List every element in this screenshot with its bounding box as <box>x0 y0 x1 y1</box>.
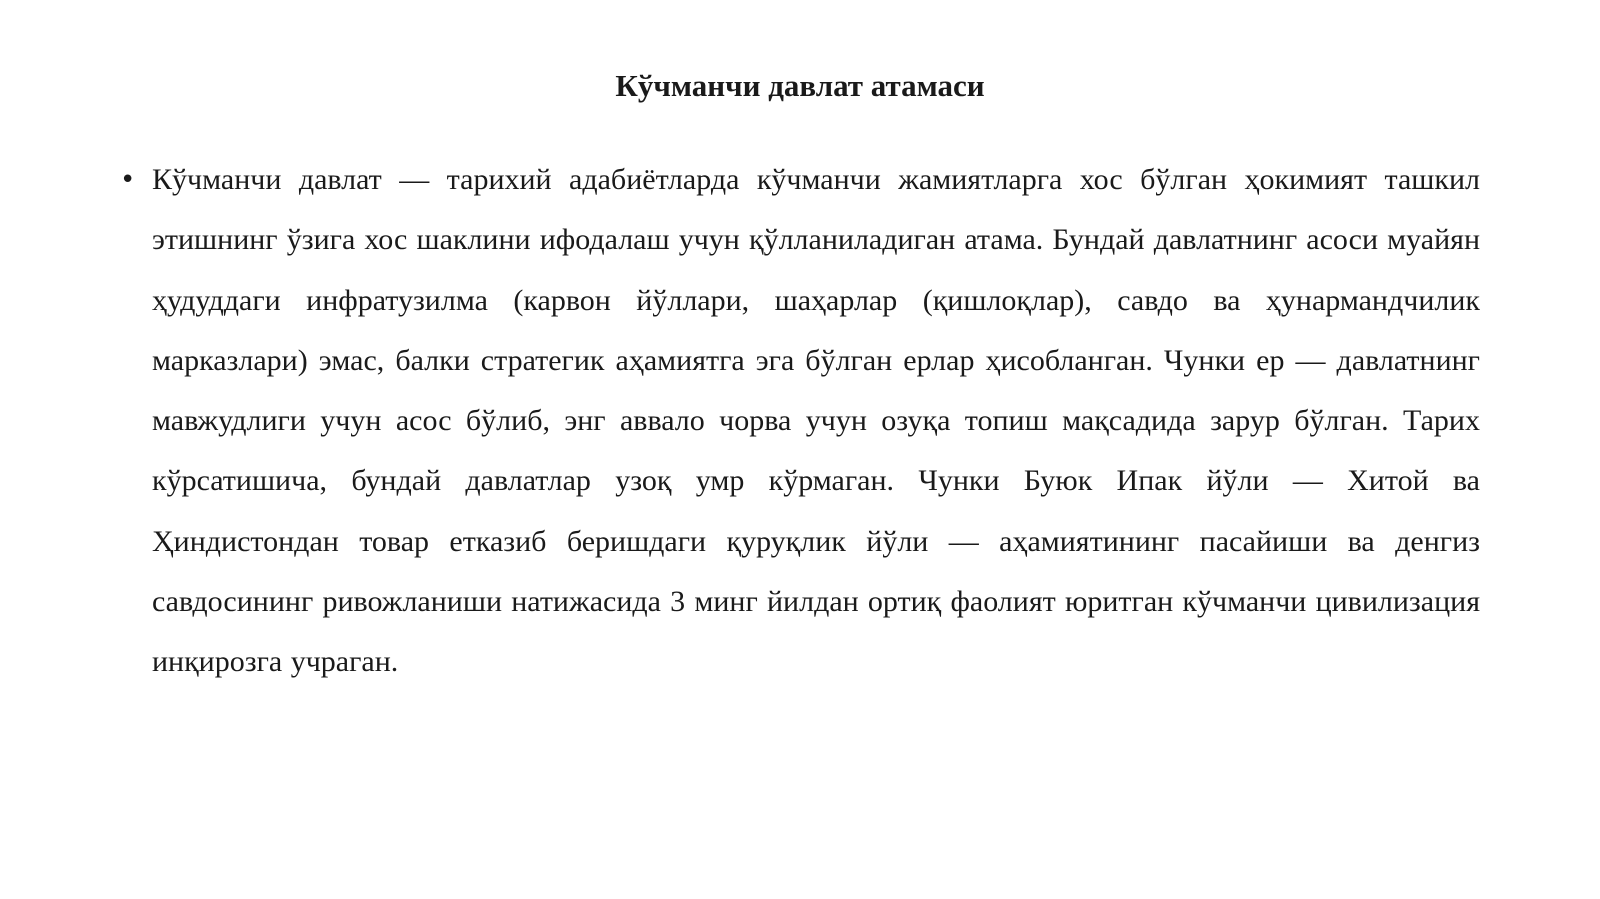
bullet-list <box>120 150 1480 693</box>
bullet-dot-icon: • <box>120 165 136 195</box>
slide-title: Кўчманчи давлат атамаси <box>615 68 985 103</box>
bullet-text: Кўчманчи давлат — тарихий адабиётларда кўчманчи жамиятларга хос бўлган ҳокимият ташкил этишнинг ўзига хос шаклини ифодалаш учун қўлланиладиган атама. Бундай давлатнинг асоси муайян ҳудуддаги инфратузилма (карвон йўллари, шаҳарлар (қишлоқлар), савдо ва ҳунармандчилик марказлари) эмас, балки стратегик аҳамиятга эга бўлган ерлар ҳисобланган. Чунки ер — давлатнинг мавжудлиги учун асос бўлиб, энг аввало чорва учун озуқа топиш мақсадида зарур бўлган. Тарих кўрсатишича, бундай давлатлар узоқ умр кўрмаган. Чунки Буюк Ипак йўли — Хитой ва Ҳиндистондан товар етказиб беришдаги қуруқлик йўли — аҳамиятининг пасайиши ва денгиз савдосининг ривожланиши натижасида 3 минг йилдан ортиқ фаолият юритган кўчманчи цивилизация инқирозга учраган. <box>152 163 1480 679</box>
bullet-item <box>120 150 1480 693</box>
